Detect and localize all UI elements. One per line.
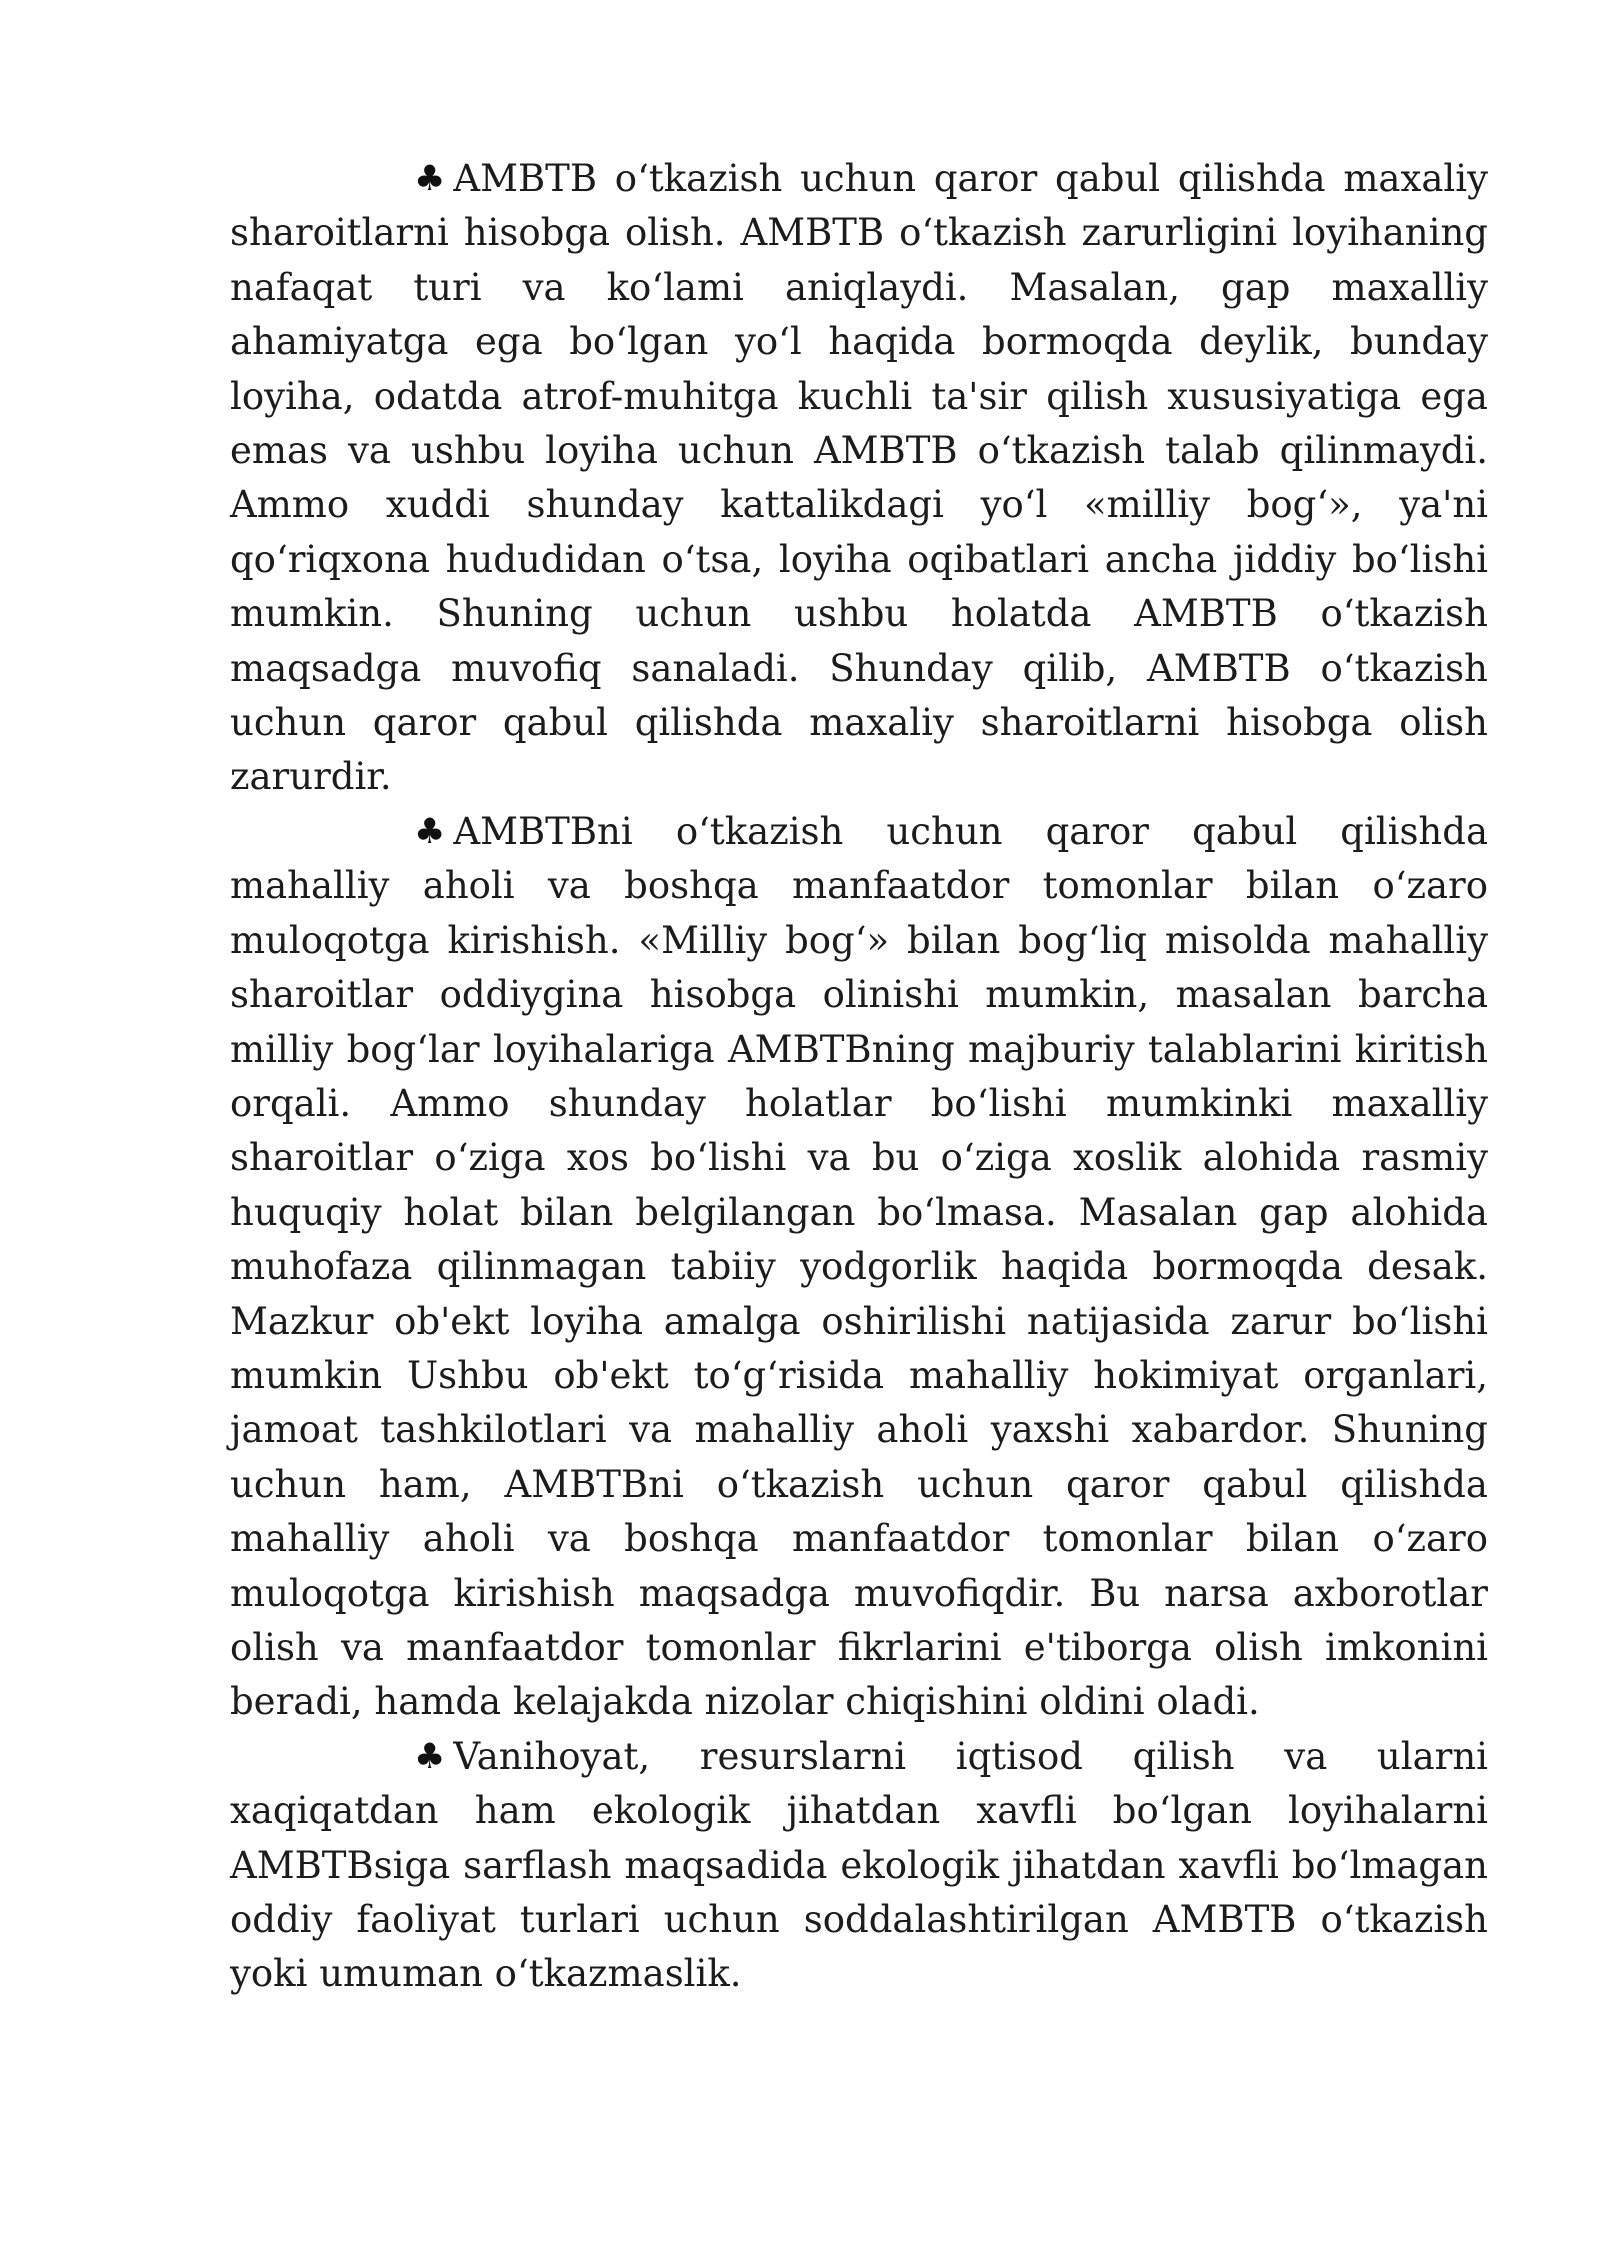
paragraph-resource-saving bbox=[230, 1730, 1488, 2002]
paragraph-public-dialogue bbox=[230, 805, 1488, 1730]
club-suit-icon: ♣ bbox=[414, 1736, 446, 1777]
paragraph-text: Vanihoyat, resurslarni iqtisod qilish va ularni xaqiqatdan ham ekologik jihatdan xavfli bo‘lgan loyihalarni AMBTBsiga sarflash maqsadida ekologik jihatdan xavfli bo‘lmagan oddiy faoliyat turlari uchun soddalashtirilgan AMBTB o‘tkazish yoki umuman o‘tkazmaslik. bbox=[230, 1734, 1488, 1996]
paragraph-text: AMBTB o‘tkazish uchun qaror qabul qilishda maxaliy sharoitlarni hisobga olish. AMBTB o‘tkazish zarurligini loyihaning nafaqat turi va ko‘lami aniqlaydi. Masalan, gap maxalliy ahamiyatga ega bo‘lgan yo‘l haqida bormoqda deylik, bunday loyiha, odatda atrof-muhitga kuchli ta'sir qilish xususiyatiga ega emas va ushbu loyiha uchun AMBTB o‘tkazish talab qilinmaydi. Ammo xuddi shunday kattalikdagi yo‘l «milliy bog‘», ya'ni qo‘riqxona hududidan o‘tsa, loyiha oqibatlari ancha jiddiy bo‘lishi mumkin. Shuning uchun ushbu holatda AMBTB o‘tkazish maqsadga muvofiq sanaladi. Shunday qilib, AMBTB o‘tkazish uchun qaror qabul qilishda maxaliy sharoitlarni hisobga olish zarurdir. bbox=[230, 157, 1488, 799]
club-suit-icon: ♣ bbox=[414, 811, 446, 852]
document-body bbox=[230, 152, 1488, 2002]
paragraph-text: AMBTBni o‘tkazish uchun qaror qabul qilishda mahalliy aholi va boshqa manfaatdor tomonlar bilan o‘zaro muloqotga kirishish. «Milliy bog‘» bilan bog‘liq misolda mahalliy sharoitlar oddiygina hisobga olinishi mumkin, masalan barcha milliy bog‘lar loyihalariga AMBTBning majburiy talablarini kiritish orqali. Ammo shunday holatlar bo‘lishi mumkinki maxalliy sharoitlar o‘ziga xos bo‘lishi va bu o‘ziga xoslik alohida rasmiy huquqiy holat bilan belgilangan bo‘lmasa. Masalan gap alohida muhofaza qilinmagan tabiiy yodgorlik haqida bormoqda desak. Mazkur ob'ekt loyiha amalga oshirilishi natijasida zarur bo‘lishi mumkin Ushbu ob'ekt to‘g‘risida mahalliy hokimiyat organlari, jamoat tashkilotlari va mahalliy aholi yaxshi xabardor. Shuning uchun ham, AMBTBni o‘tkazish uchun qaror qabul qilishda mahalliy aholi va boshqa manfaatdor tomonlar bilan o‘zaro muloqotga kirishish maqsadga muvofiqdir. Bu narsa axborotlar olish va manfaatdor tomonlar fikrlarini e'tiborga olish imkonini beradi, hamda kelajakda nizolar chiqishini oldini oladi. bbox=[230, 809, 1488, 1724]
club-suit-icon: ♣ bbox=[414, 159, 446, 199]
paragraph-local-conditions bbox=[230, 152, 1488, 805]
